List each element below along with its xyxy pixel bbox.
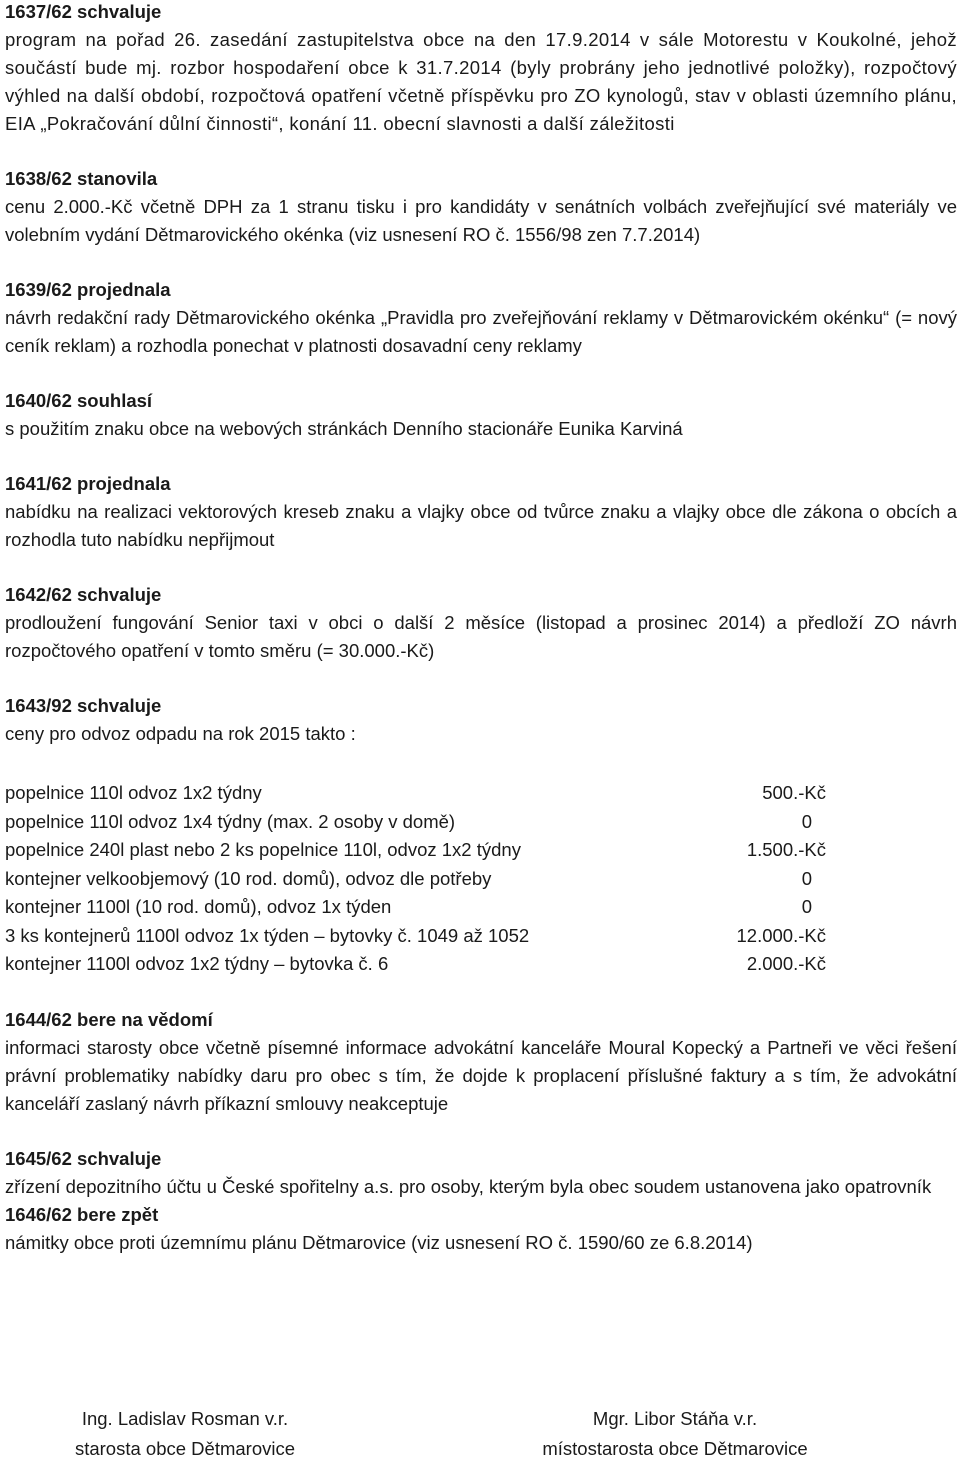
resolution-heading: 1644/62 bere na vědomí <box>5 1008 213 1030</box>
resolution-text: návrh redakční rady Dětmarovického okénka „Pravidla pro zveřejňování reklamy v Dětmarovickém okénku“ (= nový ceník reklam) a rozhodla ponechat v platnosti dosavadní ceny reklamy <box>5 307 957 356</box>
price-row <box>5 950 957 979</box>
price-row <box>5 779 957 808</box>
price-item-label: 3 ks kontejnerů 1100l odvoz 1x týden – bytovky č. 1049 až 1052 <box>5 924 530 946</box>
price-row <box>5 865 957 894</box>
signature-name: Mgr. Libor Stáňa v.r. <box>592 1408 758 1429</box>
signature-name: Ing. Ladislav Rosman v.r. <box>81 1408 289 1429</box>
resolution-text: cenu 2.000.-Kč včetně DPH za 1 stranu tisku i pro kandidáty v senátních volbách zveřejňující své materiály ve volebním vydání Dětmarovického okénka (viz usnesení RO č. 1556/98 zen 7.7.2014) <box>5 196 957 245</box>
price-row <box>5 836 957 865</box>
resolution-1645 <box>5 1145 957 1201</box>
resolution-text: program na pořad 26. zasedání zastupitelstva obce na den 17.9.2014 v sále Motorestu v Koukolné, jehož součástí bude mj. rozbor hospodaření obce k 31.7.2014 (byly probrány jeho jednotlivé položky), rozpočtový výhled na další období, rozpočtová opatření včetně příspěvku pro ZO kynologů, stav v oblasti územního plánu, EIA „Pokračování důlní činnosti“, konání 11. obecní slavnosti a další záležitosti <box>5 29 957 134</box>
price-item-label: popelnice 110l odvoz 1x4 týdny (max. 2 osoby v domě) <box>5 810 456 832</box>
price-item-label: kontejner 1100l odvoz 1x2 týdny – bytovka č. 6 <box>5 953 389 974</box>
price-item-value: 0 <box>801 810 812 832</box>
signature-role: místostarosta obce Dětmarovice <box>542 1438 808 1459</box>
resolution-heading: 1645/62 schvaluje <box>5 1147 162 1169</box>
price-item-value: 1.500.-Kč <box>746 839 826 860</box>
signature-role: starosta obce Dětmarovice <box>74 1438 296 1459</box>
price-item-label: kontejner 1100l (10 rod. domů), odvoz 1x týden <box>5 896 392 917</box>
resolution-text: ceny pro odvoz odpadu na rok 2015 takto : <box>5 723 356 744</box>
resolution-heading: 1638/62 stanovila <box>5 168 158 189</box>
resolution-1644 <box>5 1006 957 1118</box>
resolution-heading: 1646/62 bere zpět <box>5 1203 159 1225</box>
resolution-text: prodloužení fungování Senior taxi v obci o další 2 měsíce (listopad a prosinec 2014) a předloží ZO návrh rozpočtového opatření v tomto směru (= 30.000.-Kč) <box>5 612 957 661</box>
resolution-heading: 1643/92 schvaluje <box>5 695 162 716</box>
resolution-1637 <box>5 0 957 138</box>
resolution-heading: 1641/62 projednala <box>5 473 171 494</box>
resolution-heading: 1640/62 souhlasí <box>5 390 153 411</box>
price-item-label: kontejner velkoobjemový (10 rod. domů), odvoz dle potřeby <box>5 867 492 889</box>
price-row <box>5 808 957 837</box>
price-item-value: 0 <box>801 896 812 917</box>
waste-price-list <box>5 779 957 979</box>
price-row <box>5 893 957 922</box>
signature-block-deputy-mayor <box>510 1404 840 1464</box>
resolution-text: nabídku na realizaci vektorových kreseb znaku a vlajky obce od tvůrce znaku a vlajky obce dle zákona o obcích a rozhodla tuto nabídku nepřijmout <box>5 501 957 550</box>
resolution-text: informaci starosty obce včetně písemné informace advokátní kanceláře Moural Kopecký a Partneři ve věci řešení právní problematiky nabídky daru pro obec s tím, že dojde k proplacení příslušné faktury a s tím, že advokátní kanceláří zaslaný návrh příkazní smlouvy neakceptuje <box>5 1036 957 1114</box>
resolution-text: námitky obce proti územnímu plánu Dětmarovice (viz usnesení RO č. 1590/60 ze 6.8.2014) <box>5 1231 753 1253</box>
price-item-value: 500.-Kč <box>762 782 826 803</box>
price-item-label: popelnice 110l odvoz 1x2 týdny <box>5 782 262 803</box>
resolution-1639 <box>5 276 957 360</box>
price-item-value: 12.000.-Kč <box>736 924 826 946</box>
price-item-value: 0 <box>801 867 812 889</box>
resolution-heading: 1639/62 projednala <box>5 279 171 300</box>
resolution-1646 <box>5 1201 957 1257</box>
signature-block-mayor <box>20 1404 350 1464</box>
resolution-1643 <box>5 692 957 979</box>
price-item-value: 2.000.-Kč <box>746 953 826 974</box>
price-row <box>5 922 957 951</box>
resolution-text: s použitím znaku obce na webových stránkách Denního stacionáře Eunika Karviná <box>5 418 683 439</box>
resolution-1638 <box>5 165 957 249</box>
resolution-1641 <box>5 470 957 554</box>
resolution-text: zřízení depozitního účtu u České spořitelny a.s. pro osoby, kterým byla obec soudem ustanovena jako opatrovník <box>5 1175 932 1197</box>
price-item-label: popelnice 240l plast nebo 2 ks popelnice 110l, odvoz 1x2 týdny <box>5 839 521 860</box>
resolution-heading: 1637/62 schvaluje <box>5 1 162 22</box>
resolutions-document <box>5 0 957 1257</box>
resolution-heading: 1642/62 schvaluje <box>5 584 162 605</box>
resolution-1642 <box>5 581 957 665</box>
resolution-1640 <box>5 387 957 443</box>
